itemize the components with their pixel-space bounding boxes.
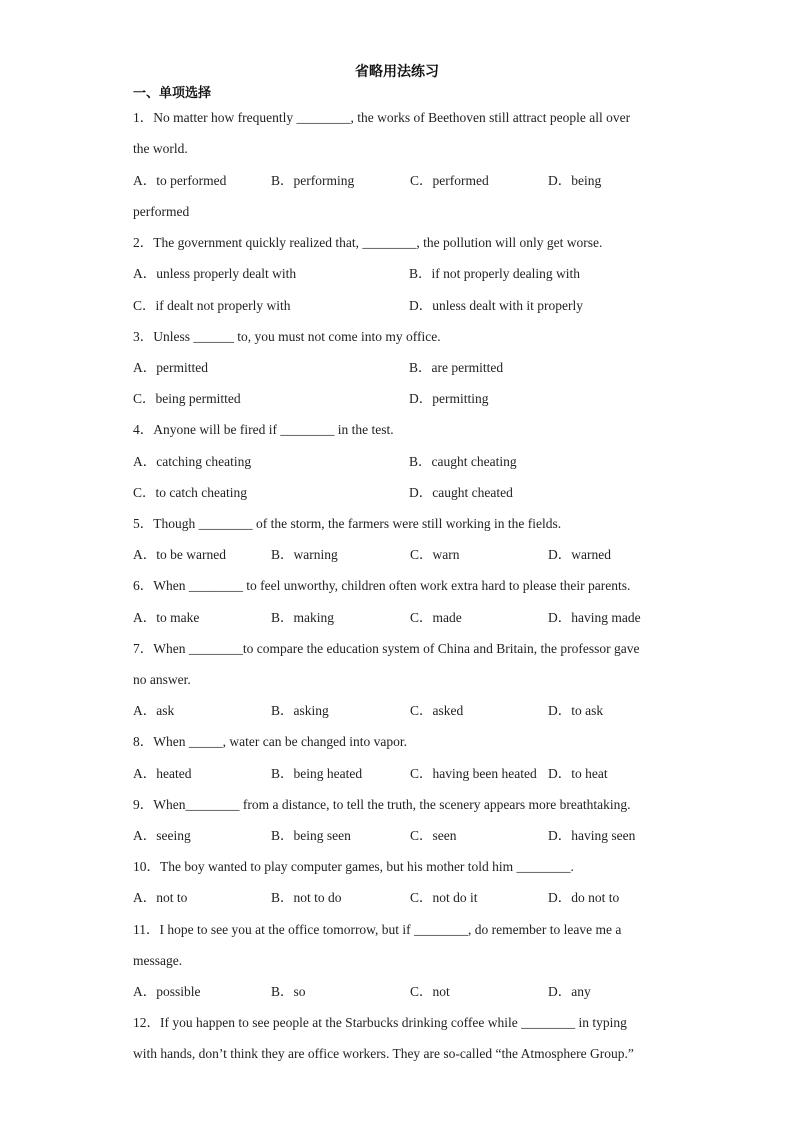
question-6-option-c: C．made [410,610,462,625]
question-3-option-c: C．being permitted [133,391,241,406]
question-7-stem: 7．When ________to compare the education system of China and Britain, the professor gave [133,641,640,656]
question-3-option-d: D．permitting [409,391,489,406]
question-10-option-d: D．do not to [548,890,620,905]
question-11-stem: 11．I hope to see you at the office tomorrow, but if ________, do remember to leave me a [133,922,622,937]
question-7-option-d: D．to ask [548,703,604,718]
question-7-option-c: C．asked [410,703,464,718]
question-4-option-d: D．caught cheated [409,485,513,500]
question-4-option-c: C．to catch cheating [133,485,247,500]
question-6-option-d: D．having made [548,610,641,625]
question-9-option-d: D．having seen [548,828,636,843]
question-11-option-c: C．not [410,984,450,999]
page-title: 省略用法练习 [355,64,439,80]
question-11-option-d: D．any [548,984,591,999]
question-6-option-b: B．making [271,610,334,625]
question-2-option-a: A．unless properly dealt with [133,266,297,281]
question-7-option-a: A．ask [133,703,175,718]
question-1-stem: 1．No matter how frequently ________, the works of Beethoven still attract people all over [133,110,631,125]
question-2-option-b: B．if not properly dealing with [409,266,580,281]
question-11-option-a: A．possible [133,984,201,999]
question-3-stem: 3．Unless ______ to, you must not come into my office. [133,329,441,344]
question-5-option-d: D．warned [548,547,611,562]
question-2-option-c: C．if dealt not properly with [133,298,291,313]
question-5-option-c: C．warn [410,547,460,562]
question-9-option-b: B．being seen [271,828,351,843]
question-1-stem-cont: the world. [133,141,188,156]
question-4-option-a: A．catching cheating [133,454,252,469]
question-7-option-b: B．asking [271,703,329,718]
question-8-option-c: C．having been heated [410,766,537,781]
question-1-option-d-cont: performed [133,204,190,219]
question-10-option-b: B．not to do [271,890,342,905]
question-1-option-a: A．to performed [133,173,227,188]
question-9-stem: 9．When________ from a distance, to tell the truth, the scenery appears more breathtaking. [133,797,631,812]
question-5-stem: 5．Though ________ of the storm, the farmers were still working in the fields. [133,516,562,531]
question-4-option-b: B．caught cheating [409,454,517,469]
question-10-stem: 10．The boy wanted to play computer games, but his mother told him ________. [133,859,574,874]
question-7-stem-cont: no answer. [133,672,191,687]
question-5-option-b: B．warning [271,547,338,562]
question-10-option-a: A．not to [133,890,188,905]
question-6-option-a: A．to make [133,610,200,625]
question-5-option-a: A．to be warned [133,547,226,562]
question-12-stem-cont: with hands, don’t think they are office workers. They are so-called “the Atmosphere Group.” [133,1046,634,1061]
question-3-option-a: A．permitted [133,360,208,375]
question-3-option-b: B．are permitted [409,360,504,375]
question-8-stem: 8．When _____, water can be changed into vapor. [133,734,408,749]
question-1-option-d: D．being [548,173,602,188]
question-4-stem: 4．Anyone will be fired if ________ in the test. [133,422,394,437]
question-11-option-b: B．so [271,984,306,999]
question-2-option-d: D．unless dealt with it properly [409,298,583,313]
question-8-option-d: D．to heat [548,766,608,781]
question-1-option-b: B．performing [271,173,355,188]
question-8-option-b: B．being heated [271,766,363,781]
question-11-stem-cont: message. [133,953,183,968]
question-12-stem: 12．If you happen to see people at the Starbucks drinking coffee while ________ in typing [133,1015,627,1030]
question-2-stem: 2．The government quickly realized that, ________, the pollution will only get worse. [133,235,603,250]
question-6-stem: 6．When ________ to feel unworthy, children often work extra hard to please their parents. [133,578,631,593]
question-10-option-c: C．not do it [410,890,478,905]
section-heading: 一、单项选择 [133,86,212,101]
question-9-option-a: A．seeing [133,828,191,843]
question-8-option-a: A．heated [133,766,192,781]
question-9-option-c: C．seen [410,828,457,843]
question-1-option-c: C．performed [410,173,489,188]
